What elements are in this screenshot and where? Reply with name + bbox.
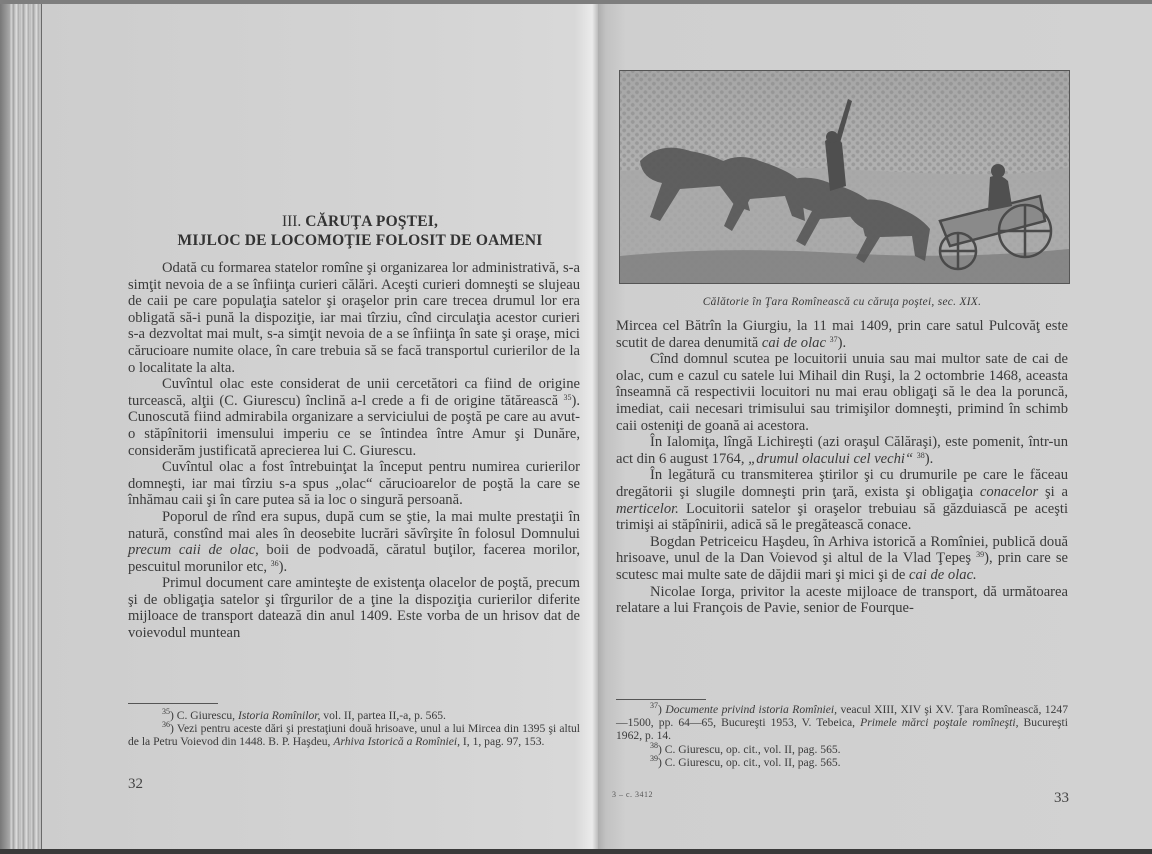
text-run: Poporul de rînd era supus, după cum se ştie, la mai multe prestaţii în natură, constînd mai ales în deosebite lucrări săvîrşite în folosul Domnului (128, 508, 580, 542)
italic-run: cai de olac (761, 334, 826, 351)
footnote-ref: 35 (563, 392, 572, 402)
chapter-heading (140, 212, 580, 250)
text-run: şi a (1038, 483, 1068, 500)
text-run: ), prin care se scutesc mai multe sate de dăjdii mari şi mici şi de (616, 550, 1068, 583)
text-run: Nicolae Iorga, privitor la aceste mijloace de transport, dă următoarea relatare a lui François de Pavie, senior de Fourque- (616, 583, 1068, 617)
paragraph (128, 575, 580, 641)
chapter-title-line-1 (140, 212, 580, 231)
text-run: Bucureşti 1962, p. 14. (616, 716, 1068, 743)
text-run: Locuitorii satelor şi oraşelor trebuiau să găzduiască pe aceşti trimişi ai stăpînirii, adică să le pregătească conace. (616, 500, 1068, 534)
paragraph (616, 534, 1068, 584)
text-run: Cuvîntul olac a fost întrebuinţat la început pentru numirea curierilor domneşti, iar mai tîrziu s-a spus „olac“ cărucioarelor de poştă la care se înhămau caii şi în care putea să ia loc o singură persoană. (128, 459, 580, 509)
italic-run: conacelor (979, 483, 1039, 500)
text-run: ) C. Giurescu, op. cit., vol. II, pag. 565. (658, 742, 841, 756)
page-edges-stack (0, 4, 42, 850)
chapter-title-main: CĂRUŢA POŞTEI, (305, 213, 439, 230)
paragraph (128, 459, 580, 509)
italic-run: Arhiva Istorică a Romîniei, (333, 735, 461, 749)
page-number-left: 32 (128, 776, 143, 792)
left-footnotes (128, 709, 580, 749)
paragraph (616, 584, 1068, 617)
footnote (128, 709, 580, 722)
illustration-post-cart (619, 70, 1070, 284)
footnote (616, 753, 1068, 769)
paragraph (128, 376, 580, 459)
text-run: În legătură cu transmiterea ştirilor şi cu drumurile pe care le făceau dregătorii şi slugile domneşti prin ţară, exista şi obligaţia (616, 467, 1068, 500)
italic-run: merticelor. (616, 500, 679, 517)
illustration-caption: Călătorie în Ţara Romînească cu căruţa poştei, sec. XIX. (702, 296, 982, 308)
paragraph (128, 509, 580, 575)
text-run: ) (658, 703, 666, 716)
text-run: Odată cu formarea statelor romîne şi organizarea lor administrativă, s-a simţit nevoia de a se înfiinţa curieri călări. Aceşti curieri domneşti se slujeau de caii pe care populaţia satelor şi oraşelor prin care trecea drumul lor era obligată să-i pună la dispoziţie, iar mai tîrziu, cînd circulaţia acestor curieri s-a dezvoltat mai mult, s-a simţit nevoia de a se înfiinţa în sate şi oraşe, mici cărucioare numite olace, în care trebuia să se facă transportul curierilor de la o localitate la alta. (128, 260, 580, 376)
text-run: Mircea cel Bătrîn la Giurgiu, la 11 mai 1409, prin care satul Pulcovăţ este scutit de darea denumită (616, 318, 1068, 351)
paragraph (616, 434, 1068, 467)
paragraph (616, 467, 1068, 533)
scan-bottom-edge (0, 849, 1152, 854)
text-run: ). (924, 450, 934, 467)
paragraph (128, 260, 580, 376)
footnote-ref: 36 (162, 720, 170, 730)
printer-signature-mark: 3 – c. 3412 (612, 790, 654, 799)
footnote-ref: 38 (916, 450, 925, 460)
footnote-ref: 36 (270, 558, 279, 568)
text-run: Primul document care aminteşte de existenţa olacelor de poştă, precum şi de obligaţia satelor şi tîrgurilor de a ţine la dispoziţia curierilor diferite mijloace de transport datează din anul 1409. Este vorba de un hrisov dat de voievodul muntean (128, 575, 580, 642)
grass-foreground (620, 249, 1069, 283)
page-number-right: 33 (1054, 790, 1069, 806)
italic-run: „drumul olacului cel vechi“ (748, 450, 914, 467)
footnote (128, 722, 580, 748)
text-run: vol. II, partea II,-a, p. 565. (320, 709, 446, 722)
chapter-number: III. (281, 213, 302, 230)
text-run: Bogdan Petriceicu Haşdeu, în Arhiva istorică a Romîniei, publică două hrisoave, unul de la Dan Voievod şi altul de la Vlad Ţepeş (616, 533, 1068, 567)
footnote-ref: 38 (650, 740, 658, 750)
italic-run: Istoria Romînilor, (237, 709, 321, 722)
left-body-text (128, 260, 580, 642)
right-footnotes (616, 703, 1068, 769)
text-run: ) C. Giurescu, op. cit., vol. II, pag. 565. (658, 755, 841, 769)
text-run: ) Vezi pentru aceste dări şi prestaţiuni două hrisoave, unul a lui Mircea din 1395 şi altul de la Petru Voievod din 1448. B. P. Haşdeu, (128, 722, 580, 749)
footnote-ref: 35 (162, 707, 170, 716)
text-run: veacul XIII, XIV şi XV. Ţara Romînească, 1247—1500, pp. 64—65, Bucureşti 1953, V. Tebeica, (616, 703, 1068, 730)
footnote-ref: 37 (829, 334, 838, 344)
text-run: Cuvîntul olac este considerat de unii cercetători ca fiind de origine turcească, alţii (C. Giurescu) înclină a-l crede a fi de origine tătărească (128, 376, 580, 409)
paragraph (616, 318, 1068, 351)
italic-run: Documente privind istoria Romîniei, (665, 703, 838, 716)
text-run: ). (837, 334, 847, 351)
footnote-ref: 39 (650, 753, 658, 763)
italic-run: precum caii de olac (128, 542, 256, 559)
text-run: În Ialomiţa, lîngă Lichireşti (azi oraşul Călăraşi), este pomenit, într-un act din 6 august 1764, (616, 434, 1068, 467)
text-run: Cînd domnul scutea pe locuitorii unuia sau mai multor sate de cai de olac, cum e cazul cu satele lui Mihail din Ruşi, la 2 octombrie 1468, aceasta înseamnă că respectivii locuitori nu mai erau obligaţi să le dea la poruncă, imediat, caii necesari trimisului sau trimişilor domneşti, primind în schimb caii osteniţi de goană ai acestora. (616, 351, 1068, 434)
footnote (616, 703, 1068, 743)
chapter-title-subtitle: MIJLOC DE LOCOMOŢIE FOLOSIT DE OAMENI (177, 232, 543, 249)
italic-run: cai de olac. (909, 566, 977, 583)
footnote (616, 740, 1068, 756)
text-run: , boii de podvoadă, căratul buţilor, facerea morilor, pescuitul morunilor etc, (128, 542, 580, 575)
text-run: ) C. Giurescu, (170, 709, 238, 722)
footnote-ref: 37 (650, 701, 658, 710)
paragraph (616, 351, 1068, 434)
post-cart-engraving (620, 71, 1069, 283)
italic-run: Primele mărci poştale romîneşti, (860, 716, 1019, 730)
footnote-ref: 39 (976, 550, 985, 560)
text-run: ). (278, 558, 288, 575)
footnote-separator-right (616, 699, 706, 700)
book-gutter (592, 4, 598, 850)
text-run: ). Cunoscută fiind admirabila organizare a serviciului de poştă pe care au avut-o stăpînitorii imensului imperiu ce se întindea între Amur şi Dunăre, considerăm justificată aprecierea lui C. Giurescu. (128, 392, 580, 459)
right-body-text (616, 318, 1068, 617)
footnote-separator (128, 703, 218, 704)
text-run: I, 1, pag. 97, 153. (460, 735, 545, 749)
